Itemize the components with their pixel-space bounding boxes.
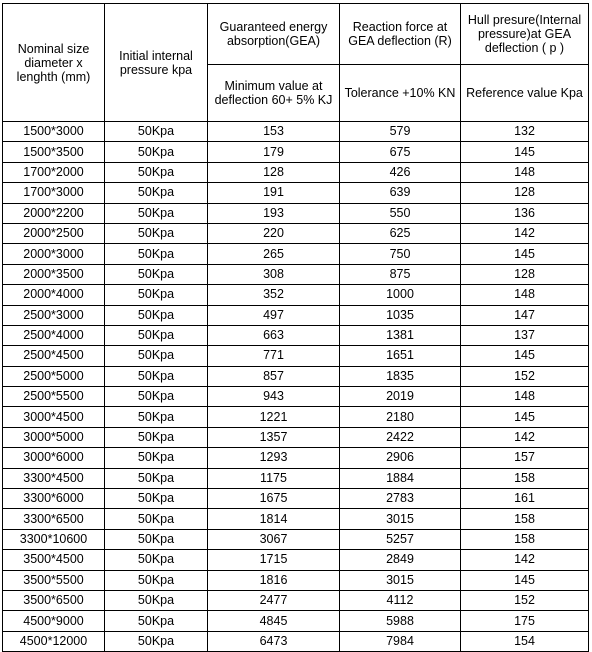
cell-size: 3300*6500 <box>3 509 105 529</box>
table-row <box>3 570 589 590</box>
cell-size: 3500*6500 <box>3 590 105 610</box>
cell-gea: 128 <box>208 162 340 182</box>
header-hull-sub: Reference value Kpa <box>461 65 589 122</box>
table-row <box>3 509 589 529</box>
cell-pressure: 50Kpa <box>105 550 208 570</box>
cell-gea: 771 <box>208 346 340 366</box>
cell-reaction: 750 <box>340 244 461 264</box>
cell-reaction: 1035 <box>340 305 461 325</box>
cell-reaction: 2783 <box>340 489 461 509</box>
cell-reaction: 2180 <box>340 407 461 427</box>
cell-size: 3000*5000 <box>3 427 105 447</box>
table-row <box>3 448 589 468</box>
cell-reaction: 675 <box>340 142 461 162</box>
cell-gea: 6473 <box>208 631 340 651</box>
cell-reaction: 5257 <box>340 529 461 549</box>
cell-hull: 148 <box>461 285 589 305</box>
cell-gea: 265 <box>208 244 340 264</box>
cell-size: 2000*4000 <box>3 285 105 305</box>
cell-reaction: 550 <box>340 203 461 223</box>
cell-hull: 152 <box>461 366 589 386</box>
table-header <box>3 4 589 122</box>
cell-size: 1700*2000 <box>3 162 105 182</box>
table-body <box>3 122 589 652</box>
cell-gea: 1221 <box>208 407 340 427</box>
cell-hull: 137 <box>461 325 589 345</box>
cell-hull: 128 <box>461 264 589 284</box>
cell-reaction: 2422 <box>340 427 461 447</box>
cell-hull: 142 <box>461 223 589 243</box>
cell-hull: 132 <box>461 122 589 142</box>
cell-gea: 857 <box>208 366 340 386</box>
cell-size: 2000*2500 <box>3 223 105 243</box>
cell-size: 2500*4000 <box>3 325 105 345</box>
cell-gea: 1816 <box>208 570 340 590</box>
table-row <box>3 264 589 284</box>
cell-hull: 152 <box>461 590 589 610</box>
cell-size: 3300*10600 <box>3 529 105 549</box>
cell-hull: 128 <box>461 183 589 203</box>
cell-reaction: 1000 <box>340 285 461 305</box>
table-row <box>3 346 589 366</box>
cell-size: 4500*9000 <box>3 611 105 631</box>
cell-reaction: 3015 <box>340 570 461 590</box>
header-gea: Guaranteed energy absorption(GEA) <box>208 4 340 65</box>
cell-pressure: 50Kpa <box>105 142 208 162</box>
table-row <box>3 183 589 203</box>
cell-pressure: 50Kpa <box>105 631 208 651</box>
cell-gea: 3067 <box>208 529 340 549</box>
table-row <box>3 305 589 325</box>
table-row <box>3 142 589 162</box>
cell-gea: 153 <box>208 122 340 142</box>
cell-reaction: 1651 <box>340 346 461 366</box>
cell-reaction: 3015 <box>340 509 461 529</box>
cell-reaction: 1884 <box>340 468 461 488</box>
cell-gea: 352 <box>208 285 340 305</box>
cell-gea: 1675 <box>208 489 340 509</box>
cell-pressure: 50Kpa <box>105 285 208 305</box>
cell-size: 3300*4500 <box>3 468 105 488</box>
cell-gea: 1814 <box>208 509 340 529</box>
cell-pressure: 50Kpa <box>105 346 208 366</box>
cell-gea: 4845 <box>208 611 340 631</box>
table-row <box>3 631 589 651</box>
table-row <box>3 122 589 142</box>
cell-hull: 154 <box>461 631 589 651</box>
cell-size: 3300*6000 <box>3 489 105 509</box>
cell-size: 2500*4500 <box>3 346 105 366</box>
table-row <box>3 590 589 610</box>
cell-reaction: 2019 <box>340 387 461 407</box>
cell-pressure: 50Kpa <box>105 223 208 243</box>
cell-gea: 497 <box>208 305 340 325</box>
cell-pressure: 50Kpa <box>105 529 208 549</box>
cell-size: 3000*6000 <box>3 448 105 468</box>
cell-pressure: 50Kpa <box>105 244 208 264</box>
cell-gea: 1715 <box>208 550 340 570</box>
cell-hull: 157 <box>461 448 589 468</box>
cell-pressure: 50Kpa <box>105 203 208 223</box>
cell-hull: 145 <box>461 407 589 427</box>
table-row <box>3 387 589 407</box>
cell-pressure: 50Kpa <box>105 305 208 325</box>
cell-hull: 158 <box>461 529 589 549</box>
cell-hull: 158 <box>461 509 589 529</box>
cell-reaction: 5988 <box>340 611 461 631</box>
cell-gea: 220 <box>208 223 340 243</box>
cell-size: 3500*4500 <box>3 550 105 570</box>
cell-pressure: 50Kpa <box>105 325 208 345</box>
cell-hull: 158 <box>461 468 589 488</box>
cell-gea: 191 <box>208 183 340 203</box>
header-initial-pressure: Initial internal pressure kpa <box>105 4 208 122</box>
table-row <box>3 203 589 223</box>
header-nominal-size: Nominal size diameter x lenghth (mm) <box>3 4 105 122</box>
table-row <box>3 244 589 264</box>
cell-hull: 145 <box>461 244 589 264</box>
header-reaction-force: Reaction force at GEA deflection (R) <box>340 4 461 65</box>
header-hull-pressure: Hull presure(Internal pressure)at GEA deflection ( p ) <box>461 4 589 65</box>
cell-size: 1500*3500 <box>3 142 105 162</box>
cell-hull: 148 <box>461 387 589 407</box>
table-row <box>3 162 589 182</box>
cell-size: 3500*5500 <box>3 570 105 590</box>
cell-pressure: 50Kpa <box>105 489 208 509</box>
cell-hull: 148 <box>461 162 589 182</box>
cell-gea: 2477 <box>208 590 340 610</box>
cell-reaction: 875 <box>340 264 461 284</box>
cell-pressure: 50Kpa <box>105 448 208 468</box>
cell-gea: 943 <box>208 387 340 407</box>
cell-hull: 147 <box>461 305 589 325</box>
cell-hull: 142 <box>461 427 589 447</box>
table-row <box>3 223 589 243</box>
table-row <box>3 550 589 570</box>
cell-pressure: 50Kpa <box>105 407 208 427</box>
cell-reaction: 4112 <box>340 590 461 610</box>
cell-reaction: 7984 <box>340 631 461 651</box>
cell-pressure: 50Kpa <box>105 509 208 529</box>
cell-gea: 1175 <box>208 468 340 488</box>
cell-hull: 136 <box>461 203 589 223</box>
cell-gea: 663 <box>208 325 340 345</box>
cell-size: 3000*4500 <box>3 407 105 427</box>
cell-pressure: 50Kpa <box>105 366 208 386</box>
table-row <box>3 529 589 549</box>
cell-pressure: 50Kpa <box>105 590 208 610</box>
table-row <box>3 325 589 345</box>
cell-hull: 161 <box>461 489 589 509</box>
cell-reaction: 1381 <box>340 325 461 345</box>
specification-table <box>2 3 589 652</box>
header-reaction-sub: Tolerance +10% KN <box>340 65 461 122</box>
cell-gea: 1357 <box>208 427 340 447</box>
cell-size: 1700*3000 <box>3 183 105 203</box>
cell-pressure: 50Kpa <box>105 427 208 447</box>
cell-pressure: 50Kpa <box>105 611 208 631</box>
cell-pressure: 50Kpa <box>105 264 208 284</box>
cell-pressure: 50Kpa <box>105 468 208 488</box>
cell-reaction: 426 <box>340 162 461 182</box>
cell-gea: 308 <box>208 264 340 284</box>
table-row <box>3 407 589 427</box>
cell-hull: 145 <box>461 570 589 590</box>
cell-size: 2000*2200 <box>3 203 105 223</box>
cell-hull: 145 <box>461 346 589 366</box>
cell-size: 2500*5500 <box>3 387 105 407</box>
cell-pressure: 50Kpa <box>105 183 208 203</box>
cell-hull: 145 <box>461 142 589 162</box>
table-row <box>3 427 589 447</box>
cell-pressure: 50Kpa <box>105 570 208 590</box>
cell-size: 1500*3000 <box>3 122 105 142</box>
cell-size: 2500*5000 <box>3 366 105 386</box>
cell-size: 4500*12000 <box>3 631 105 651</box>
cell-size: 2000*3500 <box>3 264 105 284</box>
cell-gea: 193 <box>208 203 340 223</box>
table-row <box>3 366 589 386</box>
cell-hull: 175 <box>461 611 589 631</box>
cell-hull: 142 <box>461 550 589 570</box>
cell-size: 2500*3000 <box>3 305 105 325</box>
cell-pressure: 50Kpa <box>105 122 208 142</box>
cell-pressure: 50Kpa <box>105 387 208 407</box>
cell-pressure: 50Kpa <box>105 162 208 182</box>
cell-gea: 1293 <box>208 448 340 468</box>
cell-reaction: 2906 <box>340 448 461 468</box>
table-row <box>3 285 589 305</box>
cell-reaction: 1835 <box>340 366 461 386</box>
cell-reaction: 639 <box>340 183 461 203</box>
table-row <box>3 489 589 509</box>
table-row <box>3 611 589 631</box>
cell-reaction: 2849 <box>340 550 461 570</box>
cell-gea: 179 <box>208 142 340 162</box>
cell-size: 2000*3000 <box>3 244 105 264</box>
cell-reaction: 625 <box>340 223 461 243</box>
table-row <box>3 468 589 488</box>
cell-reaction: 579 <box>340 122 461 142</box>
header-gea-sub: Minimum value at deflection 60+ 5% KJ <box>208 65 340 122</box>
